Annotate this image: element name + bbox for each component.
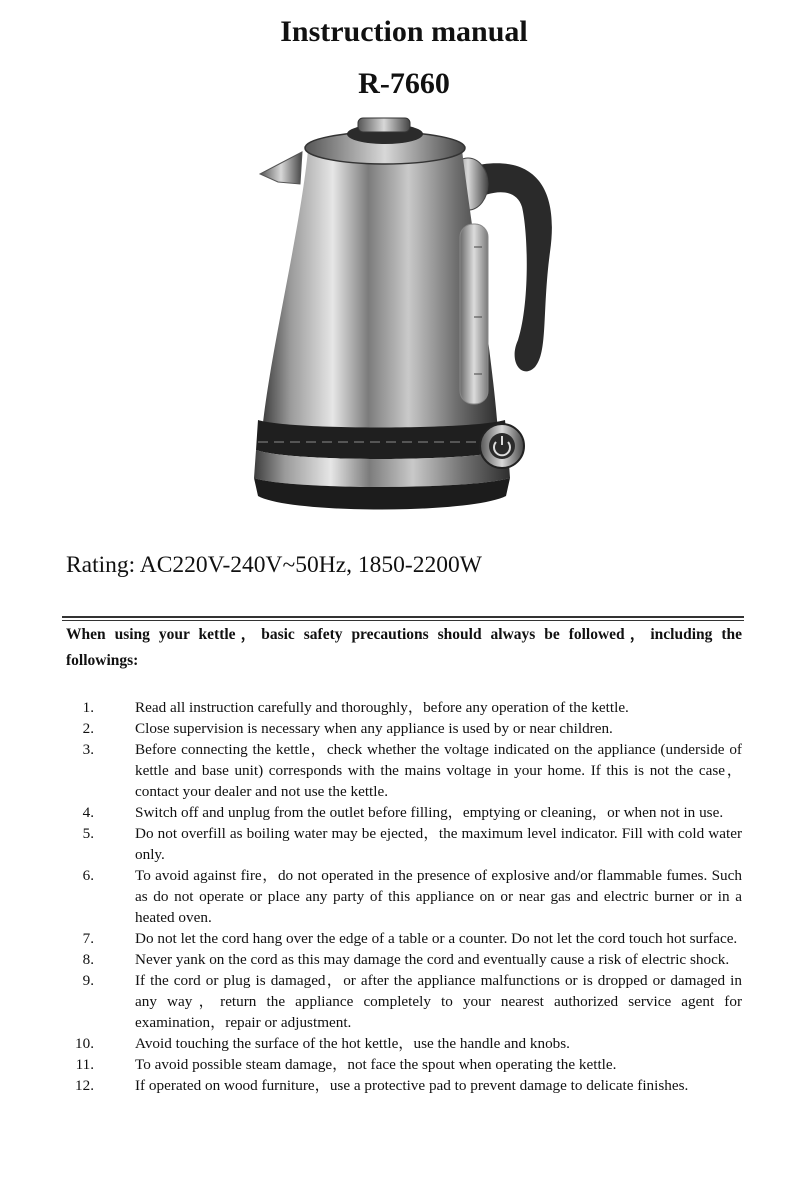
- item-number: 8.: [82, 951, 94, 968]
- list-item: [0, 1075, 808, 1096]
- item-text: Before connecting the kettle，check whether the voltage indicated on the appliance (underside of kettle and base unit) corresponds with the mains voltage in your home. If this is not the case，contact your dealer and not use the kettle.: [135, 741, 742, 800]
- list-item: [0, 1054, 808, 1075]
- item-text: Do not let the cord hang over the edge of a table or a counter. Do not let the cord touch hot surface.: [135, 930, 738, 947]
- item-number: 2.: [82, 720, 94, 737]
- list-item: [0, 970, 808, 1033]
- manual-title: Instruction manual: [280, 15, 528, 48]
- list-item: [0, 928, 808, 949]
- item-text: If operated on wood furniture，use a protective pad to prevent damage to delicate finishes.: [135, 1077, 689, 1094]
- list-item: [0, 802, 808, 823]
- power-rating: Rating: AC220V-240V~50Hz, 1850-2200W: [66, 552, 482, 578]
- item-number: 12.: [75, 1077, 94, 1094]
- item-number: 4.: [82, 804, 94, 821]
- item-number: 6.: [82, 867, 94, 884]
- item-text: If the cord or plug is damaged，or after the appliance malfunctions or is dropped or damaged in any way，return the appliance completely to your nearest authorized service agent for examination，repair or adjustment.: [135, 972, 742, 1031]
- safety-precautions-list: [0, 697, 808, 1096]
- list-item: [0, 949, 808, 970]
- item-number: 1.: [82, 699, 94, 716]
- safety-intro: When using your kettle，basic safety precautions should always be followed，including the followings:: [66, 626, 742, 669]
- item-text: To avoid against fire，do not operated in the presence of explosive and/or flammable fumes. Such as do not operate or place any party of this appliance on or near gas and electric burner or in a heated oven.: [135, 867, 742, 926]
- section-divider: [62, 616, 744, 618]
- item-text: Close supervision is necessary when any appliance is used by or near children.: [135, 720, 613, 737]
- list-item: [0, 865, 808, 928]
- item-number: 11.: [75, 1056, 94, 1073]
- item-text: To avoid possible steam damage，not face the spout when operating the kettle.: [135, 1056, 617, 1073]
- item-number: 7.: [82, 930, 94, 947]
- item-number: 10.: [75, 1035, 94, 1052]
- kettle-product-image: [230, 112, 570, 522]
- list-item: [0, 718, 808, 739]
- item-text: Avoid touching the surface of the hot kettle，use the handle and knobs.: [135, 1035, 570, 1052]
- model-number: R-7660: [358, 67, 450, 100]
- list-item: [0, 1033, 808, 1054]
- list-item: [0, 697, 808, 718]
- item-number: 3.: [82, 741, 94, 758]
- section-divider-thin: [62, 620, 744, 621]
- item-text: Read all instruction carefully and thoroughly，before any operation of the kettle.: [135, 699, 629, 716]
- list-item: [0, 739, 808, 802]
- item-number: 9.: [82, 972, 94, 989]
- item-text: Never yank on the cord as this may damage the cord and eventually cause a risk of electric shock.: [135, 951, 730, 968]
- item-text: Do not overfill as boiling water may be ejected，the maximum level indicator. Fill with cold water only.: [135, 825, 742, 863]
- item-number: 5.: [82, 825, 94, 842]
- item-text: Switch off and unplug from the outlet before filling，emptying or cleaning，or when not in use.: [135, 804, 724, 821]
- list-item: [0, 823, 808, 865]
